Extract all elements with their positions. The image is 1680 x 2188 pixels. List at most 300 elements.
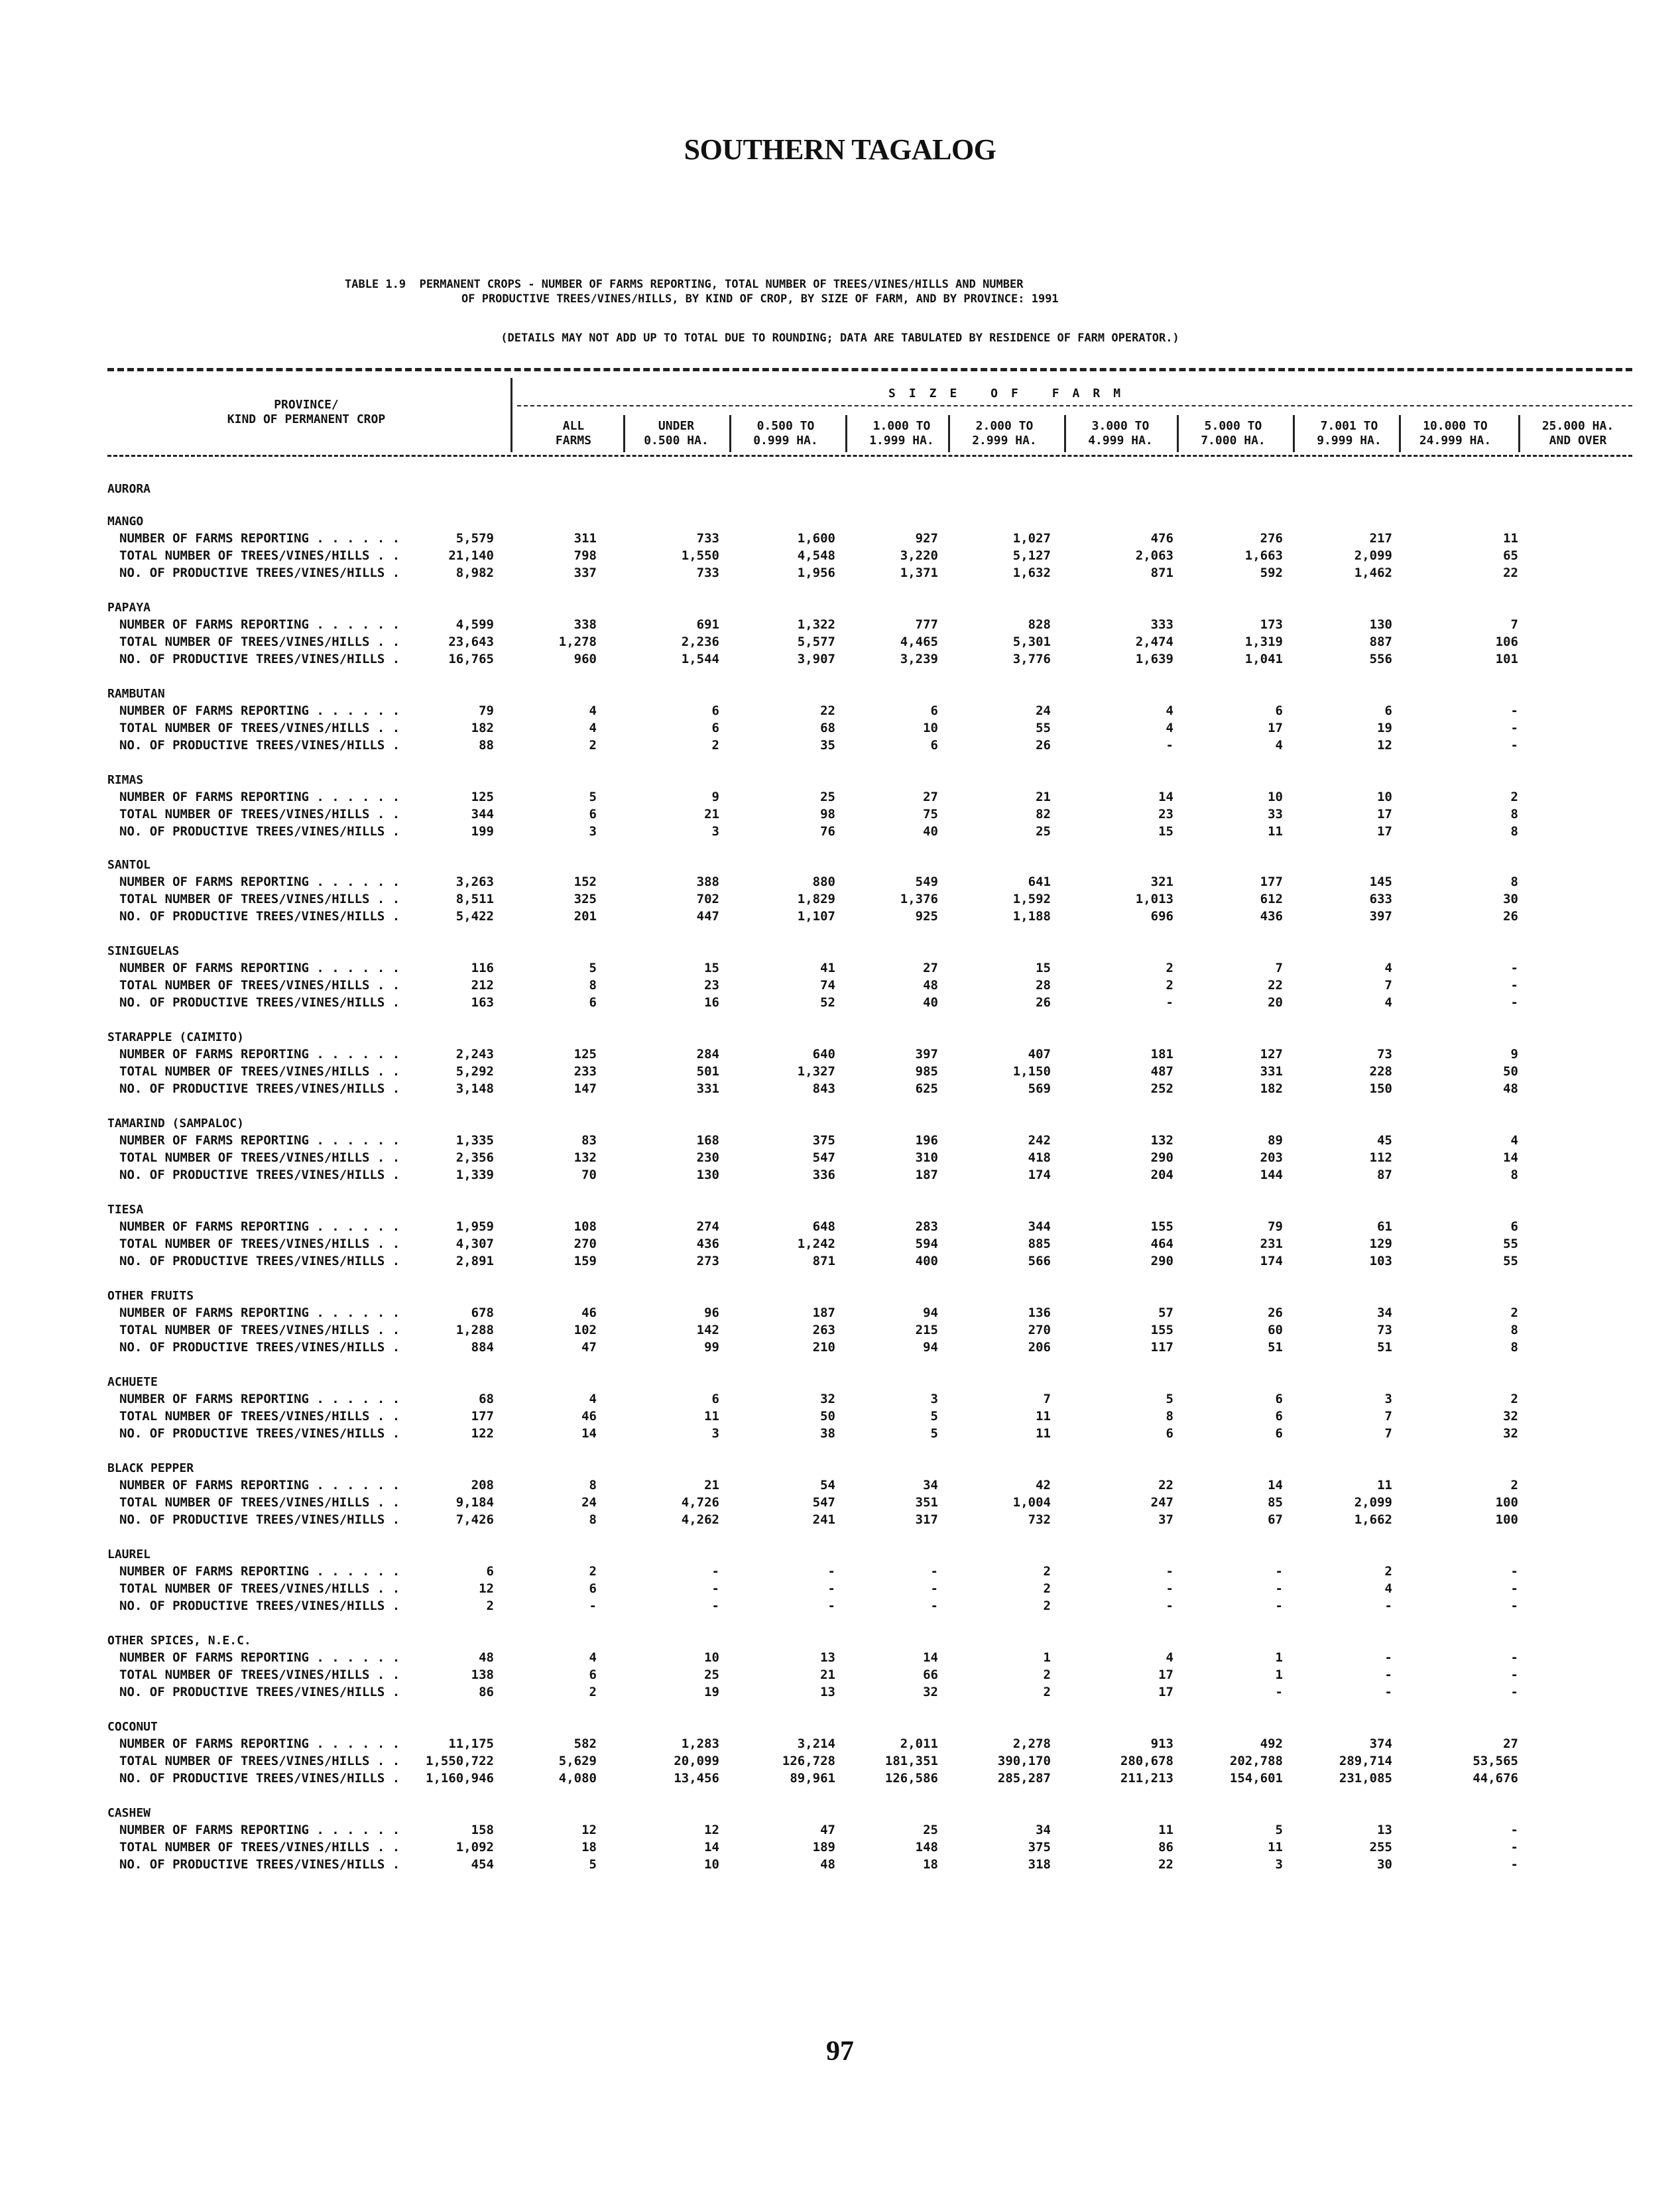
crop-name: PAPAYA bbox=[107, 601, 151, 615]
table-cell: - bbox=[1510, 721, 1518, 735]
table-cell: 57 bbox=[1158, 1306, 1173, 1320]
table-cell: 3,214 bbox=[797, 1736, 835, 1751]
table-cell: 17 bbox=[1158, 1668, 1173, 1682]
table-cell: 2,891 bbox=[455, 1254, 494, 1268]
table-row bbox=[107, 616, 1632, 633]
table-cell: 8 bbox=[1510, 875, 1518, 889]
table-cell: 142 bbox=[696, 1323, 719, 1337]
table-cell: 5 bbox=[1166, 1392, 1173, 1406]
page-title: SOUTHERN TAGALOG bbox=[684, 133, 996, 166]
table-cell: 5,579 bbox=[455, 531, 494, 546]
table-cell: 18 bbox=[581, 1840, 597, 1854]
table-cell: 20 bbox=[1268, 995, 1283, 1010]
table-cell: 1,188 bbox=[1012, 909, 1051, 924]
table-cell: 476 bbox=[1150, 531, 1173, 546]
table-cell: 65 bbox=[1503, 548, 1518, 563]
column-header bbox=[955, 419, 1054, 448]
table-cell: 22 bbox=[820, 703, 835, 718]
crop-block bbox=[107, 1288, 1632, 1356]
table-cell: 4,262 bbox=[681, 1512, 719, 1527]
table-cell: 5 bbox=[1275, 1823, 1283, 1837]
table-cell: 798 bbox=[573, 548, 597, 563]
crop-block bbox=[107, 1633, 1632, 1701]
table-cell: 2,011 bbox=[900, 1736, 938, 1751]
table-cell: 231 bbox=[1260, 1237, 1283, 1251]
table-cell: 32 bbox=[1503, 1409, 1518, 1424]
table-cell: 2 bbox=[1384, 1564, 1392, 1579]
table-cell: 1,959 bbox=[455, 1219, 494, 1234]
table-cell: - bbox=[1384, 1685, 1392, 1699]
table-cell: 397 bbox=[915, 1047, 938, 1062]
table-cell: 204 bbox=[1150, 1168, 1173, 1182]
table-cell: 733 bbox=[696, 566, 719, 580]
table-cell: 116 bbox=[471, 961, 494, 975]
table-cell: 7 bbox=[1510, 617, 1518, 632]
table-cell: 388 bbox=[696, 875, 719, 889]
row-label: TOTAL NUMBER OF TREES/VINES/HILLS . . bbox=[119, 635, 400, 649]
table-cell: 1 bbox=[1275, 1668, 1283, 1682]
province-header bbox=[107, 398, 505, 427]
column-header-line1: 5.000 TO bbox=[1204, 419, 1262, 433]
table-row bbox=[107, 737, 1632, 754]
table-cell: 126,586 bbox=[884, 1771, 938, 1786]
column-header bbox=[627, 419, 726, 448]
table-cell: 285,287 bbox=[997, 1771, 1051, 1786]
row-label: NO. OF PRODUCTIVE TREES/VINES/HILLS . bbox=[119, 1340, 400, 1355]
column-header-line2: 2.999 HA. bbox=[972, 434, 1037, 448]
table-cell: 1,327 bbox=[797, 1064, 835, 1079]
table-cell: 50 bbox=[1503, 1064, 1518, 1079]
table-cell: 174 bbox=[1028, 1168, 1051, 1182]
table-cell: 96 bbox=[704, 1306, 719, 1320]
table-cell: 11 bbox=[704, 1409, 719, 1424]
table-cell: 1,550,722 bbox=[426, 1754, 494, 1768]
table-cell: 60 bbox=[1268, 1323, 1283, 1337]
table-cell: 32 bbox=[1503, 1426, 1518, 1441]
table-cell: 27 bbox=[1503, 1736, 1518, 1751]
table-cell: 2 bbox=[1166, 978, 1173, 993]
header-divider bbox=[510, 378, 512, 452]
table-cell: - bbox=[1510, 1650, 1518, 1665]
table-cell: 74 bbox=[820, 978, 835, 993]
table-cell: 407 bbox=[1028, 1047, 1051, 1062]
table-cell: 94 bbox=[923, 1306, 938, 1320]
table-cell: 75 bbox=[923, 807, 938, 821]
table-cell: 270 bbox=[1028, 1323, 1051, 1337]
table-cell: 136 bbox=[1028, 1306, 1051, 1320]
table-cell: 101 bbox=[1495, 652, 1518, 666]
table-cell: 125 bbox=[573, 1047, 597, 1062]
table-cell: 640 bbox=[812, 1047, 835, 1062]
table-cell: 6 bbox=[711, 703, 719, 718]
table-row bbox=[107, 1149, 1632, 1166]
table-cell: 5 bbox=[589, 961, 597, 975]
row-label: TOTAL NUMBER OF TREES/VINES/HILLS . . bbox=[119, 892, 400, 906]
table-cell: 37 bbox=[1158, 1512, 1173, 1527]
table-cell: 885 bbox=[1028, 1237, 1051, 1251]
table-cell: 2 bbox=[486, 1599, 494, 1613]
column-separator bbox=[1064, 415, 1066, 452]
table-row bbox=[107, 1408, 1632, 1425]
table-cell: 344 bbox=[1028, 1219, 1051, 1234]
column-header bbox=[1183, 419, 1283, 448]
table-cell: 13,456 bbox=[674, 1771, 719, 1786]
column-header bbox=[1071, 419, 1170, 448]
table-row bbox=[107, 1235, 1632, 1252]
table-cell: 6 bbox=[1384, 703, 1392, 718]
table-cell: - bbox=[711, 1564, 719, 1579]
header-rule bbox=[107, 455, 1632, 457]
table-cell: 68 bbox=[820, 721, 835, 735]
row-label: NUMBER OF FARMS REPORTING . . . . . . bbox=[119, 1133, 400, 1148]
table-cell: 73 bbox=[1377, 1047, 1392, 1062]
table-cell: 10 bbox=[704, 1650, 719, 1665]
table-cell: 25 bbox=[1036, 824, 1051, 839]
table-cell: 2 bbox=[589, 1564, 597, 1579]
table-cell: 33 bbox=[1268, 807, 1283, 821]
crop-name: COCONUT bbox=[107, 1720, 158, 1734]
table-cell: 351 bbox=[915, 1495, 938, 1510]
table-cell: 127 bbox=[1260, 1047, 1283, 1062]
table-cell: 549 bbox=[915, 875, 938, 889]
table-cell: 155 bbox=[1150, 1219, 1173, 1234]
column-separator bbox=[1177, 415, 1179, 452]
table-cell: 17 bbox=[1377, 824, 1392, 839]
table-cell: 26 bbox=[1036, 995, 1051, 1010]
table-cell: 8 bbox=[1510, 1323, 1518, 1337]
table-cell: 83 bbox=[581, 1133, 597, 1148]
table-cell: 26 bbox=[1268, 1306, 1283, 1320]
crop-name: STARAPPLE (CAIMITO) bbox=[107, 1030, 244, 1044]
table-cell: 696 bbox=[1150, 909, 1173, 924]
table-cell: 547 bbox=[812, 1150, 835, 1165]
table-cell: 925 bbox=[915, 909, 938, 924]
table-cell: 2,278 bbox=[1012, 1736, 1051, 1751]
table-cell: 25 bbox=[820, 790, 835, 804]
table-cell: 290 bbox=[1150, 1150, 1173, 1165]
table-cell: 5,301 bbox=[1012, 635, 1051, 649]
table-cell: 1,242 bbox=[797, 1237, 835, 1251]
row-label: NO. OF PRODUCTIVE TREES/VINES/HILLS . bbox=[119, 1857, 400, 1872]
row-label: NUMBER OF FARMS REPORTING . . . . . . bbox=[119, 1392, 400, 1406]
table-cell: 5 bbox=[930, 1409, 938, 1424]
column-header-line2: 0.999 HA. bbox=[753, 434, 818, 448]
column-header-line1: ALL bbox=[562, 419, 585, 433]
table-cell: 2 bbox=[589, 738, 597, 753]
table-cell: 7 bbox=[1275, 961, 1283, 975]
table-cell: 280,678 bbox=[1120, 1754, 1173, 1768]
table-cell: 274 bbox=[696, 1219, 719, 1234]
table-cell: 6 bbox=[1510, 1219, 1518, 1234]
table-cell: 6 bbox=[1275, 1426, 1283, 1441]
table-cell: 82 bbox=[1036, 807, 1051, 821]
table-cell: 4 bbox=[1275, 738, 1283, 753]
column-header-line2: FARMS bbox=[555, 434, 592, 448]
crop-block bbox=[107, 1374, 1632, 1442]
table-cell: 1 bbox=[1043, 1650, 1051, 1665]
table-cell: 45 bbox=[1377, 1133, 1392, 1148]
table-cell: 16,765 bbox=[448, 652, 494, 666]
table-cell: 4,307 bbox=[455, 1237, 494, 1251]
table-cell: 70 bbox=[581, 1168, 597, 1182]
table-row bbox=[107, 702, 1632, 719]
table-cell: 67 bbox=[1268, 1512, 1283, 1527]
table-cell: 129 bbox=[1369, 1237, 1392, 1251]
table-cell: 158 bbox=[471, 1823, 494, 1837]
column-header-line2: 1.999 HA. bbox=[869, 434, 934, 448]
table-cell: 19 bbox=[704, 1685, 719, 1699]
table-cell: 23 bbox=[704, 978, 719, 993]
crop-name: TAMARIND (SAMPALOC) bbox=[107, 1117, 244, 1130]
row-label: NO. OF PRODUCTIVE TREES/VINES/HILLS . bbox=[119, 909, 400, 924]
table-cell: 5 bbox=[930, 1426, 938, 1441]
table-cell: 1,107 bbox=[797, 909, 835, 924]
table-cell: 777 bbox=[915, 617, 938, 632]
table-cell: 344 bbox=[471, 807, 494, 821]
table-cell: 4,080 bbox=[558, 1771, 597, 1786]
column-separator bbox=[845, 415, 847, 452]
table-cell: 41 bbox=[820, 961, 835, 975]
table-cell: - bbox=[589, 1599, 597, 1613]
column-header bbox=[1525, 419, 1631, 448]
table-cell: - bbox=[930, 1581, 938, 1596]
table-cell: 182 bbox=[1260, 1081, 1283, 1096]
table-cell: 8 bbox=[1166, 1409, 1173, 1424]
table-cell: 2,063 bbox=[1135, 548, 1173, 563]
top-rule bbox=[107, 368, 1632, 371]
table-cell: 3,148 bbox=[455, 1081, 494, 1096]
table-cell: 50 bbox=[820, 1409, 835, 1424]
table-cell: - bbox=[1384, 1668, 1392, 1682]
table-cell: 566 bbox=[1028, 1254, 1051, 1268]
table-cell: 1,339 bbox=[455, 1168, 494, 1182]
table-cell: 3,239 bbox=[900, 652, 938, 666]
table-cell: - bbox=[711, 1581, 719, 1596]
table-cell: 6 bbox=[1275, 1392, 1283, 1406]
row-label: NUMBER OF FARMS REPORTING . . . . . . bbox=[119, 1564, 400, 1579]
crop-block bbox=[107, 1461, 1632, 1528]
table-cell: 5,422 bbox=[455, 909, 494, 924]
table-row bbox=[107, 547, 1632, 564]
row-label: NO. OF PRODUCTIVE TREES/VINES/HILLS . bbox=[119, 1685, 400, 1699]
table-cell: 321 bbox=[1150, 875, 1173, 889]
table-cell: 318 bbox=[1028, 1857, 1051, 1872]
table-cell: 17 bbox=[1377, 807, 1392, 821]
table-cell: 108 bbox=[573, 1219, 597, 1234]
table-row bbox=[107, 890, 1632, 908]
table-row bbox=[107, 1683, 1632, 1701]
row-label: TOTAL NUMBER OF TREES/VINES/HILLS . . bbox=[119, 807, 400, 821]
table-row bbox=[107, 1597, 1632, 1614]
table-cell: 397 bbox=[1369, 909, 1392, 924]
table-row bbox=[107, 1166, 1632, 1184]
crop-name: MANGO bbox=[107, 515, 144, 528]
crop-block bbox=[107, 514, 1632, 581]
table-cell: 5,577 bbox=[797, 635, 835, 649]
table-cell: 46 bbox=[581, 1306, 597, 1320]
table-cell: 828 bbox=[1028, 617, 1051, 632]
province-name: AURORA bbox=[107, 482, 151, 496]
table-cell: 48 bbox=[820, 1857, 835, 1872]
table-cell: 375 bbox=[812, 1133, 835, 1148]
table-cell: - bbox=[1510, 1599, 1518, 1613]
table-cell: 702 bbox=[696, 892, 719, 906]
column-header-line1: 3.000 TO bbox=[1091, 419, 1150, 433]
row-label: NO. OF PRODUCTIVE TREES/VINES/HILLS . bbox=[119, 1081, 400, 1096]
table-cell: 66 bbox=[923, 1668, 938, 1682]
table-cell: - bbox=[1166, 1581, 1173, 1596]
table-cell: 582 bbox=[573, 1736, 597, 1751]
table-cell: 454 bbox=[471, 1857, 494, 1872]
column-header bbox=[524, 419, 623, 448]
row-label: NUMBER OF FARMS REPORTING . . . . . . bbox=[119, 1736, 400, 1751]
table-cell: 1,829 bbox=[797, 892, 835, 906]
table-cell: 1,027 bbox=[1012, 531, 1051, 546]
row-label: NO. OF PRODUCTIVE TREES/VINES/HILLS . bbox=[119, 824, 400, 839]
table-cell: 34 bbox=[1377, 1306, 1392, 1320]
table-cell: 6 bbox=[589, 807, 597, 821]
table-cell: 24 bbox=[581, 1495, 597, 1510]
table-cell: 2,236 bbox=[681, 635, 719, 649]
table-cell: 11 bbox=[1036, 1426, 1051, 1441]
table-cell: - bbox=[1510, 703, 1518, 718]
table-cell: 132 bbox=[1150, 1133, 1173, 1148]
column-header-line1: 0.500 TO bbox=[756, 419, 815, 433]
table-cell: 18 bbox=[923, 1857, 938, 1872]
table-cell: 132 bbox=[573, 1150, 597, 1165]
table-cell: 3,776 bbox=[1012, 652, 1051, 666]
table-cell: 11 bbox=[1268, 824, 1283, 839]
table-cell: 501 bbox=[696, 1064, 719, 1079]
table-row bbox=[107, 1390, 1632, 1408]
table-cell: 3,220 bbox=[900, 548, 938, 563]
table-cell: 112 bbox=[1369, 1150, 1392, 1165]
row-label: TOTAL NUMBER OF TREES/VINES/HILLS . . bbox=[119, 1840, 400, 1854]
table-cell: 336 bbox=[812, 1168, 835, 1182]
table-cell: 871 bbox=[812, 1254, 835, 1268]
table-cell: 1,550 bbox=[681, 548, 719, 563]
table-cell: - bbox=[930, 1599, 938, 1613]
table-cell: 247 bbox=[1150, 1495, 1173, 1510]
table-cell: 6 bbox=[711, 721, 719, 735]
table-cell: 569 bbox=[1028, 1081, 1051, 1096]
table-cell: 1,600 bbox=[797, 531, 835, 546]
table-cell: 927 bbox=[915, 531, 938, 546]
table-cell: 22 bbox=[1158, 1478, 1173, 1492]
row-label: TOTAL NUMBER OF TREES/VINES/HILLS . . bbox=[119, 1237, 400, 1251]
table-cell: 40 bbox=[923, 995, 938, 1010]
table-cell: 12 bbox=[704, 1823, 719, 1837]
table-cell: 1 bbox=[1275, 1650, 1283, 1665]
row-label: NUMBER OF FARMS REPORTING . . . . . . bbox=[119, 1306, 400, 1320]
table-cell: 61 bbox=[1377, 1219, 1392, 1234]
table-cell: 21 bbox=[820, 1668, 835, 1682]
table-cell: 10 bbox=[704, 1857, 719, 1872]
row-label: TOTAL NUMBER OF TREES/VINES/HILLS . . bbox=[119, 721, 400, 735]
table-cell: 21 bbox=[704, 1478, 719, 1492]
page-number: 97 bbox=[826, 2036, 854, 2067]
table-cell: 201 bbox=[573, 909, 597, 924]
crop-block bbox=[107, 1116, 1632, 1184]
table-cell: - bbox=[1510, 1668, 1518, 1682]
table-cell: 16 bbox=[704, 995, 719, 1010]
table-cell: - bbox=[1510, 1823, 1518, 1837]
crop-block bbox=[107, 943, 1632, 1011]
crop-name: OTHER SPICES, N.E.C. bbox=[107, 1634, 251, 1648]
table-row bbox=[107, 1563, 1632, 1580]
table-cell: 6 bbox=[486, 1564, 494, 1579]
table-row bbox=[107, 1511, 1632, 1528]
table-cell: 880 bbox=[812, 875, 835, 889]
table-cell: 331 bbox=[696, 1081, 719, 1096]
table-cell: 79 bbox=[479, 703, 494, 718]
table-cell: 100 bbox=[1495, 1512, 1518, 1527]
table-cell: 390,170 bbox=[997, 1754, 1051, 1768]
table-cell: 27 bbox=[923, 790, 938, 804]
table-row bbox=[107, 823, 1632, 840]
table-caption-line1: TABLE 1.9 PERMANENT CROPS - NUMBER OF FARMS REPORTING, TOTAL NUMBER OF TREES/VINES/HILLS AND NUMBER bbox=[345, 278, 1024, 291]
table-cell: - bbox=[827, 1564, 835, 1579]
table-cell: 733 bbox=[696, 531, 719, 546]
table-cell: 678 bbox=[471, 1306, 494, 1320]
row-label: NO. OF PRODUCTIVE TREES/VINES/HILLS . bbox=[119, 1168, 400, 1182]
table-cell: 290 bbox=[1150, 1254, 1173, 1268]
table-cell: 3,263 bbox=[455, 875, 494, 889]
table-cell: 4 bbox=[1166, 721, 1173, 735]
table-cell: 228 bbox=[1369, 1064, 1392, 1079]
column-separator bbox=[1293, 415, 1295, 452]
table-cell: 202,788 bbox=[1229, 1754, 1283, 1768]
table-cell: 4 bbox=[1384, 1581, 1392, 1596]
table-cell: 255 bbox=[1369, 1840, 1392, 1854]
table-cell: 732 bbox=[1028, 1512, 1051, 1527]
table-cell: - bbox=[1275, 1581, 1283, 1596]
table-row bbox=[107, 1821, 1632, 1839]
column-header-line1: UNDER bbox=[658, 419, 695, 433]
table-cell: 2 bbox=[1043, 1564, 1051, 1579]
table-cell: 2,356 bbox=[455, 1150, 494, 1165]
table-cell: 4 bbox=[1384, 995, 1392, 1010]
table-cell: 210 bbox=[812, 1340, 835, 1355]
table-row bbox=[107, 1063, 1632, 1080]
table-row bbox=[107, 1494, 1632, 1511]
table-cell: 154,601 bbox=[1229, 1771, 1283, 1786]
table-cell: 6 bbox=[930, 738, 938, 753]
row-label: TOTAL NUMBER OF TREES/VINES/HILLS . . bbox=[119, 548, 400, 563]
table-cell: 38 bbox=[820, 1426, 835, 1441]
table-cell: 374 bbox=[1369, 1736, 1392, 1751]
table-row bbox=[107, 1666, 1632, 1683]
table-cell: 138 bbox=[471, 1668, 494, 1682]
row-label: TOTAL NUMBER OF TREES/VINES/HILLS . . bbox=[119, 1064, 400, 1079]
table-cell: 241 bbox=[812, 1512, 835, 1527]
table-cell: 7 bbox=[1043, 1392, 1051, 1406]
table-cell: 11 bbox=[1503, 531, 1518, 546]
crop-block bbox=[107, 857, 1632, 925]
table-cell: 2,243 bbox=[455, 1047, 494, 1062]
table-cell: 14 bbox=[704, 1840, 719, 1854]
column-header bbox=[736, 419, 835, 448]
table-cell: 1,160,946 bbox=[426, 1771, 494, 1786]
table-cell: 464 bbox=[1150, 1237, 1173, 1251]
column-header-line2: 4.999 HA. bbox=[1088, 434, 1153, 448]
column-header-line2: 24.999 HA. bbox=[1419, 434, 1492, 448]
table-cell: 4 bbox=[1384, 961, 1392, 975]
table-cell: 187 bbox=[915, 1168, 938, 1182]
table-cell: 4,465 bbox=[900, 635, 938, 649]
table-cell: 34 bbox=[1036, 1823, 1051, 1837]
table-cell: 592 bbox=[1260, 566, 1283, 580]
